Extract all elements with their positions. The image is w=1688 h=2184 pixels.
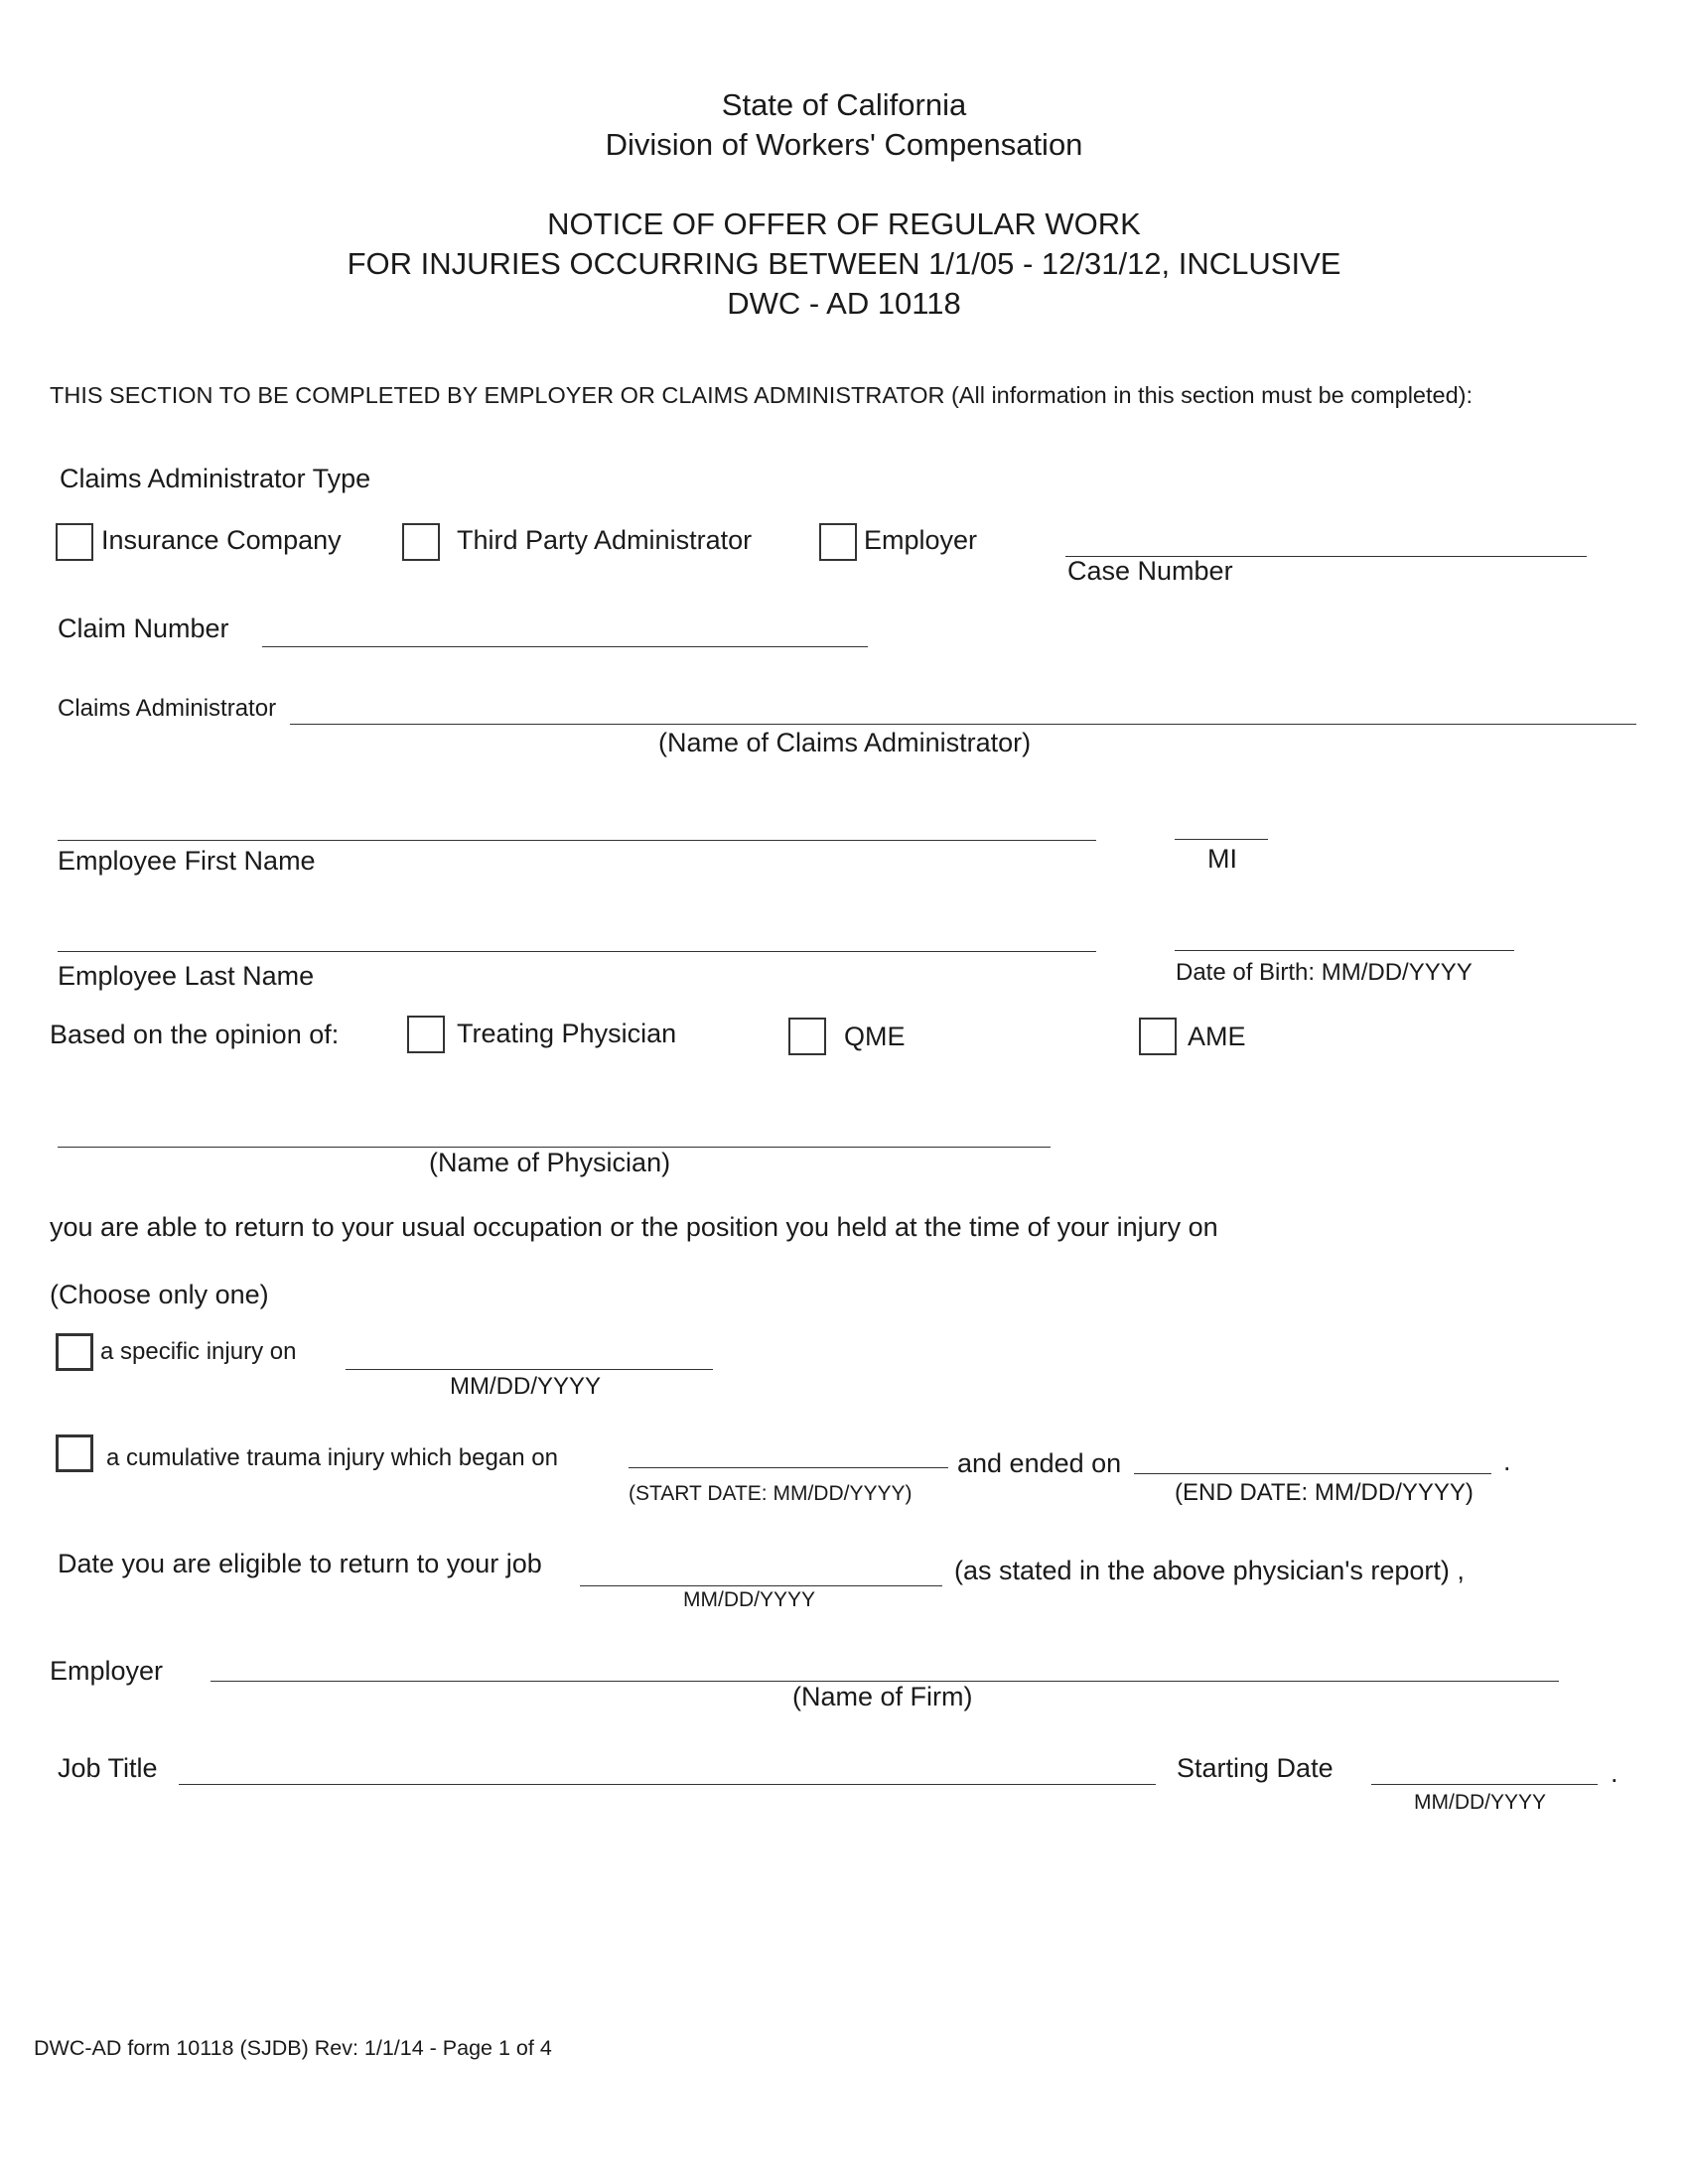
job-title-field[interactable] bbox=[179, 1784, 1156, 1785]
specific-injury-checkbox[interactable] bbox=[56, 1333, 93, 1371]
employee-last-name-field[interactable] bbox=[58, 951, 1096, 952]
ame-label: AME bbox=[1188, 1022, 1246, 1051]
employee-first-name-label: Employee First Name bbox=[58, 846, 316, 876]
cumulative-end-date-field[interactable] bbox=[1134, 1473, 1491, 1474]
cumulative-end-date-caption: (END DATE: MM/DD/YYYY) bbox=[1175, 1479, 1474, 1506]
employee-mi-field[interactable] bbox=[1175, 839, 1268, 840]
starting-date-caption: MM/DD/YYYY bbox=[1414, 1791, 1547, 1814]
employer-type-checkbox[interactable] bbox=[819, 523, 857, 561]
specific-injury-date-caption: MM/DD/YYYY bbox=[450, 1373, 602, 1400]
page-footer: DWC-AD form 10118 (SJDB) Rev: 1/1/14 - Page 1 of 4 bbox=[34, 2036, 552, 2060]
employee-mi-label: MI bbox=[1207, 844, 1237, 874]
date-of-birth-label: Date of Birth: MM/DD/YYYY bbox=[1176, 959, 1473, 986]
insurance-company-label: Insurance Company bbox=[101, 525, 342, 555]
claims-administrator-caption: (Name of Claims Administrator) bbox=[658, 728, 1032, 757]
cumulative-start-date-field[interactable] bbox=[629, 1467, 948, 1468]
starting-date-label: Starting Date bbox=[1177, 1753, 1334, 1783]
starting-date-period: . bbox=[1611, 1758, 1618, 1788]
employer-name-caption: (Name of Firm) bbox=[792, 1682, 973, 1711]
cumulative-injury-checkbox[interactable] bbox=[56, 1434, 93, 1472]
insurance-company-checkbox[interactable] bbox=[56, 523, 93, 561]
claims-admin-type-label: Claims Administrator Type bbox=[60, 464, 371, 493]
starting-date-field[interactable] bbox=[1371, 1784, 1598, 1785]
specific-injury-date-field[interactable] bbox=[346, 1369, 713, 1370]
physician-name-caption: (Name of Physician) bbox=[429, 1148, 671, 1177]
eligible-date-suffix: (as stated in the above physician's report) , bbox=[954, 1556, 1465, 1585]
treating-physician-checkbox[interactable] bbox=[407, 1016, 445, 1053]
eligible-date-label: Date you are eligible to return to your job bbox=[58, 1549, 542, 1578]
form-title-line2: FOR INJURIES OCCURRING BETWEEN 1/1/05 - 12/31/12, INCLUSIVE bbox=[347, 246, 1341, 281]
section-instruction: THIS SECTION TO BE COMPLETED BY EMPLOYER OR CLAIMS ADMINISTRATOR (All information in this section must be completed): bbox=[50, 382, 1474, 408]
choose-one-label: (Choose only one) bbox=[50, 1280, 269, 1309]
employee-last-name-label: Employee Last Name bbox=[58, 961, 315, 991]
employee-first-name-field[interactable] bbox=[58, 840, 1096, 841]
specific-injury-label: a specific injury on bbox=[100, 1338, 297, 1365]
employer-type-label: Employer bbox=[864, 525, 978, 555]
claim-number-label: Claim Number bbox=[58, 614, 229, 643]
cumulative-ended-label: and ended on bbox=[957, 1448, 1122, 1478]
claims-administrator-field[interactable] bbox=[290, 724, 1636, 725]
job-title-label: Job Title bbox=[58, 1753, 158, 1783]
third-party-admin-label: Third Party Administrator bbox=[457, 525, 753, 555]
return-statement: you are able to return to your usual occupation or the position you held at the time of your injury on bbox=[50, 1212, 1218, 1242]
ame-checkbox[interactable] bbox=[1139, 1018, 1177, 1055]
third-party-admin-checkbox[interactable] bbox=[402, 523, 440, 561]
claims-administrator-label: Claims Administrator bbox=[58, 695, 277, 722]
eligible-date-caption: MM/DD/YYYY bbox=[683, 1588, 816, 1611]
form-id: DWC - AD 10118 bbox=[727, 286, 961, 321]
case-number-label: Case Number bbox=[1067, 556, 1233, 586]
opinion-label: Based on the opinion of: bbox=[50, 1020, 340, 1049]
cumulative-injury-label: a cumulative trauma injury which began on bbox=[106, 1444, 558, 1471]
cumulative-start-date-caption: (START DATE: MM/DD/YYYY) bbox=[629, 1482, 913, 1505]
employer-label: Employer bbox=[50, 1656, 164, 1686]
treating-physician-label: Treating Physician bbox=[457, 1019, 677, 1048]
date-of-birth-field[interactable] bbox=[1175, 950, 1514, 951]
header-state: State of California bbox=[721, 87, 967, 122]
header-division: Division of Workers' Compensation bbox=[605, 127, 1083, 162]
eligible-date-field[interactable] bbox=[580, 1585, 942, 1586]
claim-number-field[interactable] bbox=[262, 646, 868, 647]
qme-checkbox[interactable] bbox=[788, 1018, 826, 1055]
cumulative-period: . bbox=[1503, 1446, 1511, 1476]
qme-label: QME bbox=[844, 1022, 906, 1051]
form-title-line1: NOTICE OF OFFER OF REGULAR WORK bbox=[547, 206, 1141, 241]
